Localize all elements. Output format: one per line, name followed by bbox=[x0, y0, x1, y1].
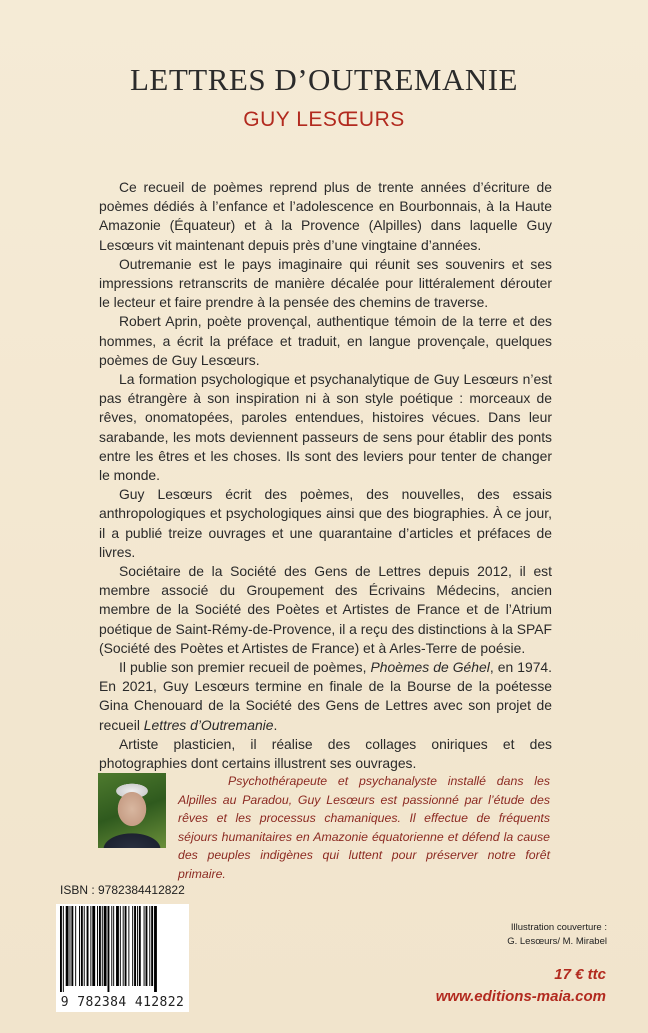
book-title: LETTRES D’OUTREMANIE bbox=[130, 62, 518, 97]
barcode-bar bbox=[79, 906, 80, 986]
barcode-bar bbox=[125, 906, 127, 986]
barcode-bar bbox=[71, 906, 73, 986]
paragraph: Guy Lesœurs écrit des poèmes, des nouvelles, des essais anthropologiques et psychologiques ainsi que des biographies. À ce jour, il a publié treize ouvrages et une quarantaine d’articles et préfaces de livres. bbox=[99, 486, 552, 560]
barcode-bar bbox=[123, 906, 124, 986]
barcode-bar bbox=[99, 906, 101, 986]
price: 17 € ttc bbox=[554, 966, 606, 983]
barcode-bar bbox=[97, 906, 98, 986]
paragraph: Artiste plasticien, il réalise des collages oniriques et des photographies dont certains illustrent ses ouvrages. bbox=[99, 735, 552, 772]
book-reference: Lettres d’Outremanie bbox=[143, 716, 274, 733]
barcode-bar bbox=[146, 906, 148, 986]
barcode-bar bbox=[63, 906, 64, 992]
barcode-bar bbox=[90, 906, 91, 986]
barcode-bar bbox=[111, 906, 112, 986]
barcode-bar bbox=[139, 906, 141, 986]
isbn-label: ISBN : 9782384412822 bbox=[60, 883, 185, 897]
summary-text bbox=[99, 178, 552, 773]
paragraph: Outremanie est le pays imaginaire qui réunit ses souvenirs et ses impressions retranscrits de manière décalée pour littéralement dérouter le lecteur et faire prendre à la pensée des chemins de traverse. bbox=[99, 255, 552, 311]
credits-line: Illustration couverture : bbox=[510, 922, 607, 933]
author-photo bbox=[98, 773, 166, 848]
barcode-bar bbox=[116, 906, 119, 986]
barcode-bar bbox=[108, 906, 110, 992]
book-reference: Phoèmes de Géhel bbox=[370, 659, 490, 676]
barcode-bar bbox=[81, 906, 83, 986]
paragraph: La formation psychologique et psychanalytique de Guy Lesœurs n’est pas étrangère à son inspiration ni à son style poétique : morceaux de rêves, onomatopées, paroles entendues, histoires vécues. Dans leur sarabande, les mots deviennent passeurs de sens pour établir des ponts entre les êtres et les choses. Ils sont des leviers pour tenter de changer le monde. bbox=[99, 371, 552, 484]
paragraph: Robert Aprin, poète provençal, authentique témoin de la terre et des hommes, a écrit la préface et traduit, en langue provençale, quelques poèmes de Guy Lesœurs. bbox=[99, 313, 552, 368]
paragraph: Sociétaire de la Société des Gens de Lettres depuis 2012, il est membre associé du Groupement des Écrivains Médecins, ancien membre de la Société des Poètes et Artistes de France et de l’Atrium poétique de Saint-Rémy-de-Provence, il a reçu des distinctions à la SPAF (Société des Poètes et Artistes de France) et à Arles-Terre de poésie. bbox=[99, 563, 552, 656]
barcode-bar bbox=[149, 906, 150, 986]
illustration-credits bbox=[507, 921, 607, 949]
paragraph: Il publie son premier recueil de poèmes, Phoèmes de Géhel, en 1974. En 2021, Guy Lesœurs termine en finale de la Bourse de la poétesse Gina Chenouard de la Société des Gens de Lettres avec son projet de recueil Lettres d’Outremanie. bbox=[99, 659, 553, 733]
barcode-bar bbox=[144, 906, 145, 986]
credits-line: G. Lesœurs/ M. Mirabel bbox=[507, 936, 607, 947]
barcode-bar bbox=[132, 906, 133, 986]
barcode-bar bbox=[84, 906, 85, 986]
publisher-website[interactable]: www.editions-maia.com bbox=[435, 988, 606, 1005]
barcode-bar bbox=[128, 906, 129, 986]
barcode-bar bbox=[151, 906, 153, 986]
barcode-bars bbox=[60, 906, 185, 992]
author-bio: Psychothérapeute et psychanalyste installé dans les Alpilles au Paradou, Guy Lesœurs est passionné par l’étude des rêves et les processus chamaniques. Il effectue de fréquents séjours humanitaires en Amazonie équatorienne et défend la cause des peuples indigènes qui luttent pour préserver notre forêt primaire. bbox=[178, 774, 550, 881]
book-author: GUY LESŒURS bbox=[243, 108, 405, 131]
barcode-bar bbox=[87, 906, 89, 986]
barcode-bar bbox=[134, 906, 136, 986]
barcode-bar bbox=[102, 906, 103, 986]
barcode-bar bbox=[113, 906, 114, 986]
barcode-bar bbox=[92, 906, 95, 986]
barcode-bar bbox=[104, 906, 107, 986]
barcode-bar bbox=[66, 906, 69, 986]
barcode-bar bbox=[154, 906, 157, 992]
barcode bbox=[56, 904, 189, 1012]
barcode-bar bbox=[137, 906, 138, 986]
barcode-bar bbox=[60, 906, 62, 992]
paragraph: Ce recueil de poèmes reprend plus de trente années d’écriture de poèmes dédiés à l’enfance et l’adolescence en Bourbonnais, à la Haute Amazonie (Équateur) et à la Provence (Alpilles) dans laquelle Guy Lesœurs vit maintenant depuis près d’une vingtaine d’années. bbox=[99, 179, 552, 253]
barcode-bar bbox=[70, 906, 71, 986]
barcode-bar bbox=[75, 906, 76, 986]
barcode-bar bbox=[120, 906, 121, 986]
barcode-number: 9 782384 412822 bbox=[60, 995, 185, 1010]
